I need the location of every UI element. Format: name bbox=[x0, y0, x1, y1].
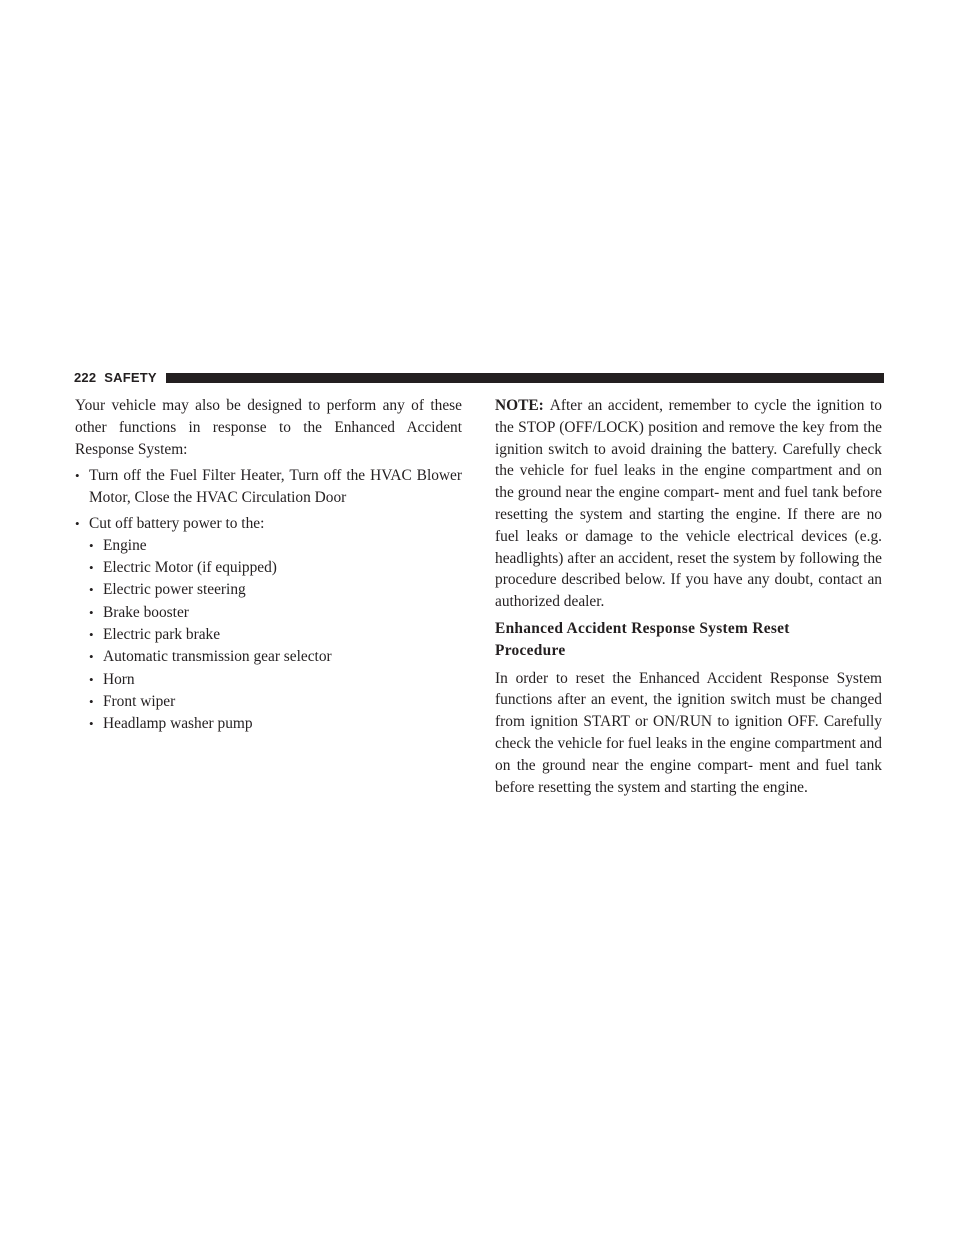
bullet-icon: • bbox=[89, 693, 94, 709]
bullet-icon: • bbox=[89, 626, 94, 642]
page-number: 222 bbox=[74, 370, 97, 385]
battery-cutoff-list bbox=[75, 535, 462, 735]
list-item bbox=[75, 513, 462, 735]
sub-list-item-text: Electric park brake bbox=[103, 625, 221, 643]
bullet-icon: • bbox=[89, 560, 94, 576]
bullet-icon: • bbox=[75, 515, 80, 531]
header-rule bbox=[166, 373, 884, 383]
sub-list-item bbox=[75, 579, 462, 601]
section-heading-line-2: Procedure bbox=[495, 641, 566, 659]
bullet-icon: • bbox=[89, 716, 94, 732]
sub-list-item-text: Electric Motor (if equipped) bbox=[103, 559, 277, 577]
right-column bbox=[495, 395, 882, 798]
bullet-icon: • bbox=[89, 537, 94, 553]
section-heading-line-1: Enhanced Accident Response System Reset bbox=[495, 619, 790, 637]
bullet-icon: • bbox=[89, 582, 94, 598]
left-column bbox=[75, 395, 462, 735]
page-header bbox=[74, 368, 884, 388]
list-item-text: Cut off battery power to the: bbox=[89, 514, 265, 532]
sub-list-item bbox=[75, 646, 462, 668]
section-title: SAFETY bbox=[104, 370, 157, 385]
note-paragraph bbox=[495, 395, 882, 613]
procedure-paragraph: In order to reset the Enhanced Accident Response System functions after an event, the ignition switch must be changed from ignition START or ON/RUN to ignition OFF. Carefully check the vehicle for fuel leaks in the engine compartment and on the ground near the engine compart- ment and fuel tank before resetting the system and starting the engine. bbox=[495, 669, 882, 796]
list-item-text: Turn off the Fuel Filter Heater, Turn off the HVAC Blower Motor, Close the HVAC Circulation Door bbox=[89, 467, 462, 507]
bullet-icon: • bbox=[75, 468, 80, 484]
bullet-icon: • bbox=[89, 671, 94, 687]
sub-list-item-text: Brake booster bbox=[103, 603, 189, 621]
sub-list-item-text: Automatic transmission gear selector bbox=[103, 648, 332, 666]
sub-list-item-text: Horn bbox=[103, 670, 135, 688]
sub-list-item-text: Front wiper bbox=[103, 692, 176, 710]
sub-list-item bbox=[75, 713, 462, 735]
note-text: After an accident, remember to cycle the ignition to the STOP (OFF/LOCK) position and remove the key from the ignition switch to avoid draining the battery. Carefully check the vehicle for fuel leaks in the engine compartment and on the ground near the engine compart- ment and fuel tank before resetting the system and starting the engine. If there are no fuel leaks or damage to the vehicle electrical devices (e.g. headlights) after an accident, reset the system by following the procedure described below. If you have any doubt, contact an authorized dealer. bbox=[495, 397, 882, 611]
function-list bbox=[75, 465, 462, 735]
bullet-icon: • bbox=[89, 649, 94, 665]
sub-list-item bbox=[75, 535, 462, 557]
intro-paragraph: Your vehicle may also be designed to perform any of these other functions in response to the Enhanced Accident Response System: bbox=[75, 397, 462, 458]
note-label: NOTE: bbox=[495, 397, 544, 414]
section-heading bbox=[495, 618, 882, 662]
sub-list-item-text: Headlamp washer pump bbox=[103, 715, 253, 733]
list-item bbox=[75, 465, 462, 509]
sub-list-item bbox=[75, 669, 462, 691]
sub-list-item bbox=[75, 602, 462, 624]
sub-list-item bbox=[75, 624, 462, 646]
sub-list-item bbox=[75, 557, 462, 579]
sub-list-item-text: Electric power steering bbox=[103, 581, 246, 599]
bullet-icon: • bbox=[89, 604, 94, 620]
sub-list-item bbox=[75, 691, 462, 713]
sub-list-item-text: Engine bbox=[103, 536, 147, 554]
